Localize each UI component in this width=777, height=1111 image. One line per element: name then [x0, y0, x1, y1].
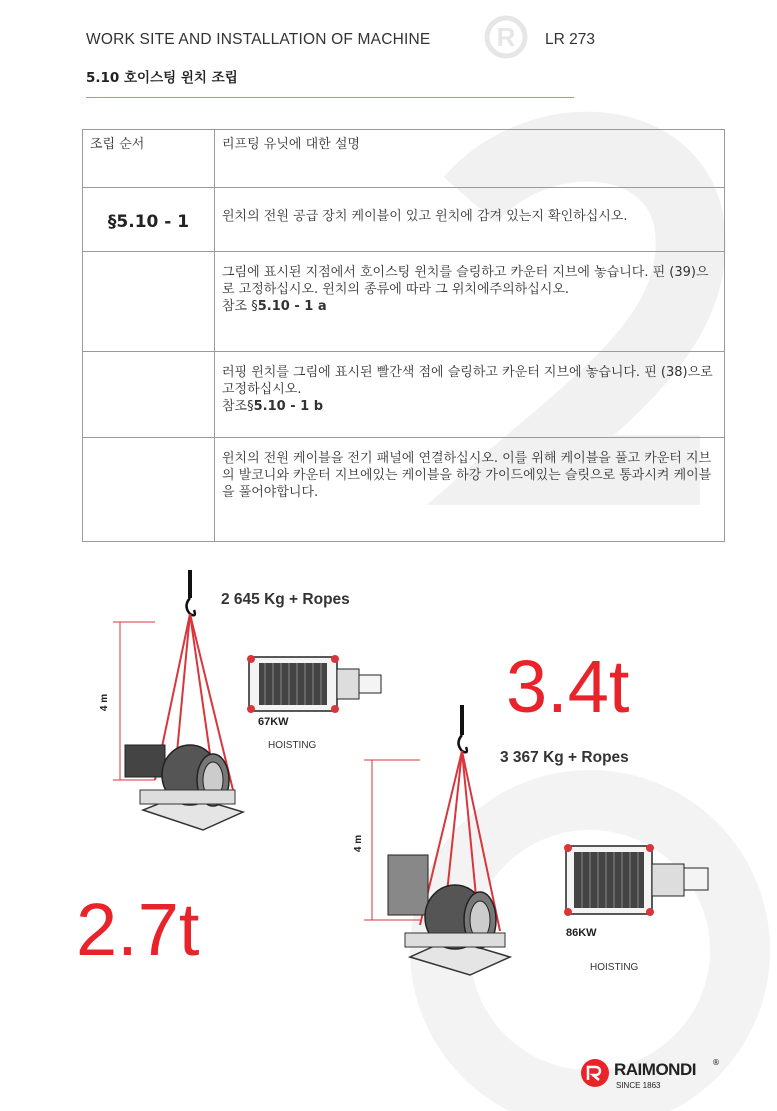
svg-text:R: R: [496, 22, 516, 52]
section-title: 5.10 호이스팅 윈치 조립: [86, 70, 238, 86]
document-header-title: WORK SITE AND INSTALLATION OF MACHINE: [86, 31, 431, 48]
load-weight-label: 2 645 Kg + Ropes: [221, 591, 350, 608]
winch-type-label: HOISTING: [590, 962, 639, 973]
height-dimension-label: 4 m: [353, 834, 365, 853]
step-reference: 참조 §5.10 - 1 a: [222, 299, 327, 314]
brand-name: RAIMONDI: [614, 1060, 696, 1079]
table-header-row: [83, 130, 725, 188]
step-description: 윈치의 전원 케이블을 전기 패널에 연결하십시오. 이를 위해 케이블을 풀고 카운터 지브의 발코니와 카운터 지브에있는 케이블을 하강 가이드에있는 슬릿으로 통과시켜 케이블을 풀어야합니다.: [222, 451, 712, 500]
step-description: 러핑 윈치를 그림에 표시된 빨간색 점에 슬링하고 카운터 지브에 놓습니다. 핀 (38)으로 고정하십시오.: [222, 365, 713, 397]
raimondi-logo-icon: [580, 1058, 612, 1088]
winch-86kw-top-view: [562, 842, 722, 920]
table-row: [83, 252, 725, 352]
header-rule: [86, 97, 574, 98]
step-number-cell: [83, 252, 215, 352]
column-header-description: 리프팅 유닛에 대한 설명: [215, 130, 725, 188]
document-code: LR 273: [545, 31, 595, 48]
table-row: [83, 188, 725, 252]
registered-mark-watermark-icon: [483, 14, 529, 60]
table-row: [83, 438, 725, 542]
motor-power-label: 67KW: [258, 716, 289, 728]
winch-86kw-lifting-illustration: [350, 705, 520, 980]
brand-tagline: SINCE 1863: [616, 1081, 661, 1090]
weight-annotation-2.7t: 2.7t: [76, 888, 200, 971]
step-reference: 참조§5.10 - 1 b: [222, 399, 324, 414]
step-description: 그림에 표시된 지점에서 호이스팅 윈치를 슬링하고 카운터 지브에 놓습니다. 핀 (39)으로 고정하십시오. 윈치의 종류에 따라 그 위치에주의하십시오.: [222, 265, 709, 297]
assembly-steps-table: [82, 129, 725, 542]
table-row: [83, 352, 725, 438]
winch-67kw-lifting-illustration: [95, 570, 255, 840]
motor-power-label: 86KW: [566, 927, 597, 939]
column-header-sequence: 조립 순서: [83, 130, 215, 188]
weight-annotation-3.4t: 3.4t: [506, 645, 630, 728]
step-number-cell: [83, 352, 215, 438]
load-weight-label: 3 367 Kg + Ropes: [500, 749, 629, 766]
step-description: 윈치의 전원 공급 장치 케이블이 있고 윈치에 감겨 있는지 확인하십시오.: [222, 209, 628, 224]
winch-type-label: HOISTING: [268, 740, 317, 751]
registered-mark-icon: ®: [712, 1058, 720, 1067]
step-number: §5.10 - 1: [107, 212, 190, 232]
height-dimension-label: 4 m: [99, 693, 111, 712]
step-number-cell: [83, 438, 215, 542]
